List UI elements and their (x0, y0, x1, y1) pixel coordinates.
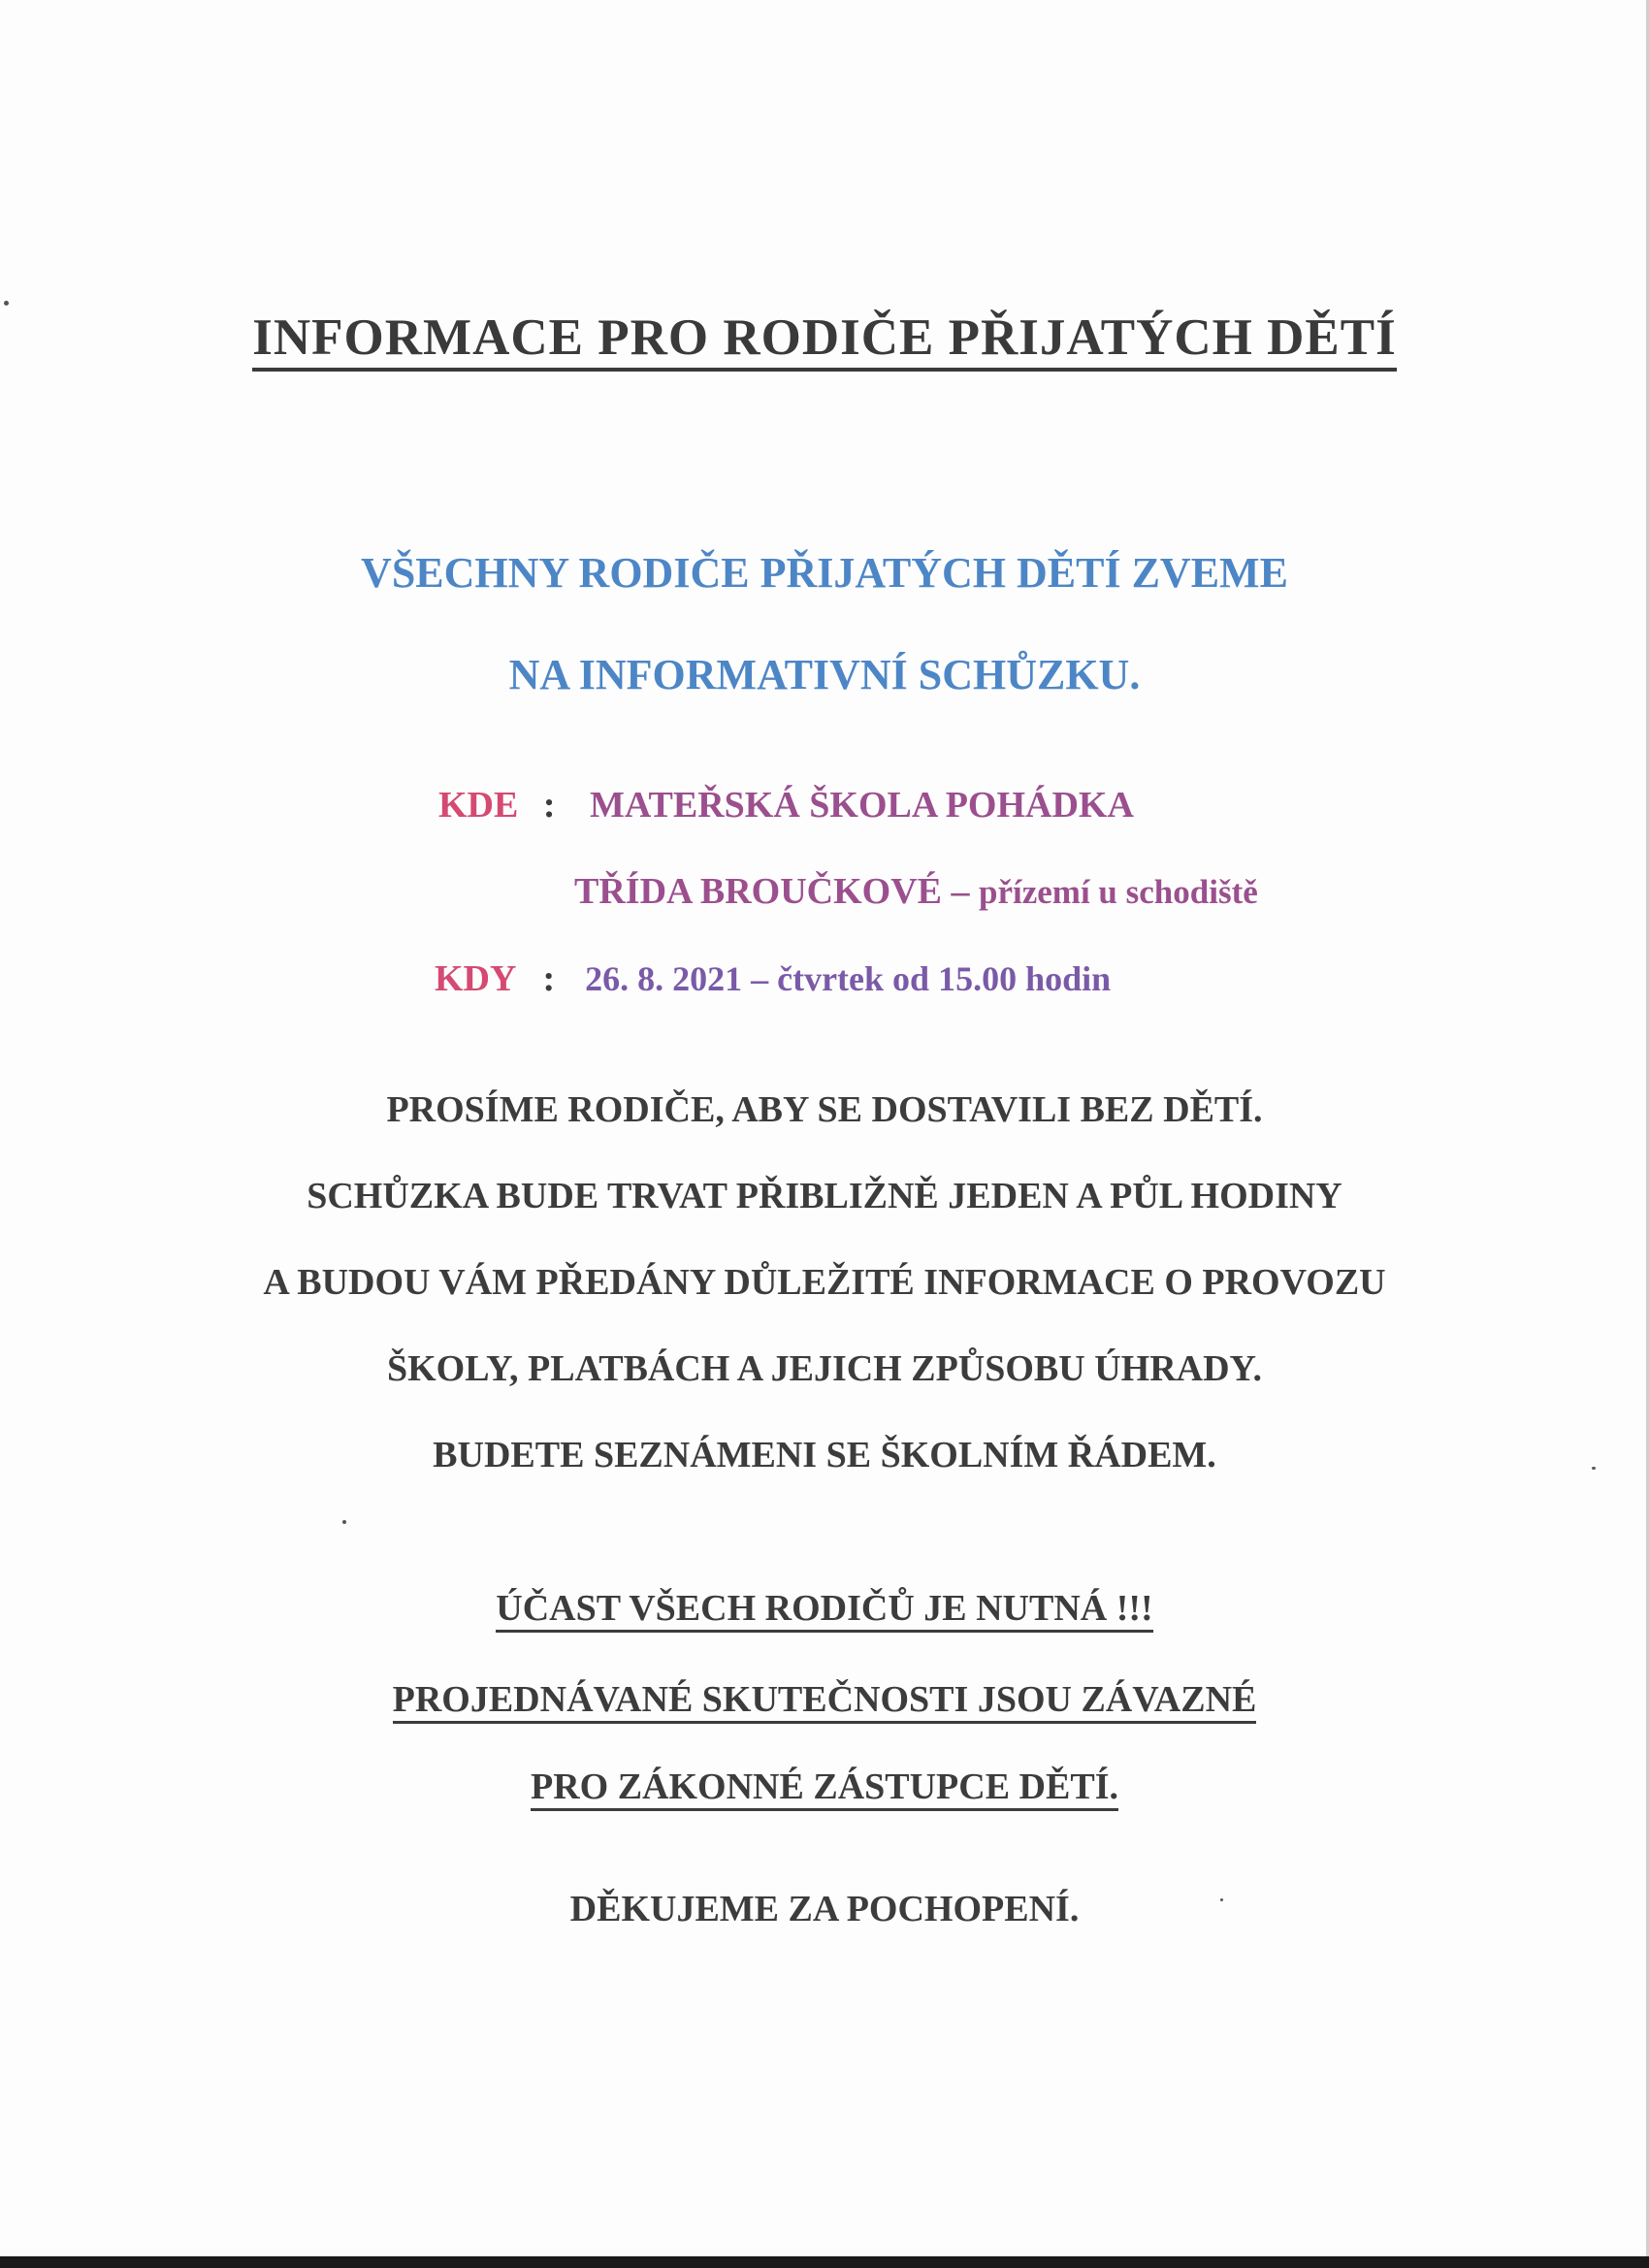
where-dash: – (942, 871, 979, 912)
scan-speck (342, 1520, 346, 1524)
scan-speck (4, 301, 9, 306)
notice-line-1: ÚČAST VŠECH RODIČŮ JE NUTNÁ !!! (0, 1587, 1649, 1630)
invite-line-1: VŠECHNY RODIČE PŘIJATÝCH DĚTÍ ZVEME (361, 549, 1288, 597)
when-value: 26. 8. 2021 – čtvrtek od 15.00 hodin (585, 959, 1112, 998)
where-value-class: TŘÍDA BROUČKOVÉ (574, 871, 942, 912)
where-separator: : (542, 785, 556, 826)
body-line-3: A BUDOU VÁM PŘEDÁNY DŮLEŽITÉ INFORMACE O PROVOZU (263, 1262, 1386, 1303)
notice-line-3: PRO ZÁKONNÉ ZÁSTUPCE DĚTÍ. (0, 1766, 1649, 1808)
where-class-row (574, 870, 1258, 913)
body-line-2: SCHŮZKA BUDE TRVAT PŘIBLIŽNĚ JEDEN A PŮL HODINY (307, 1176, 1342, 1216)
closing-line: DĚKUJEME ZA POCHOPENÍ. (569, 1889, 1080, 1929)
body-line-5: BUDETE SEZNÁMENI SE ŠKOLNÍM ŘÁDEM. (433, 1435, 1216, 1475)
when-label: KDY (435, 958, 517, 999)
notice-line-2: PROJEDNÁVANÉ SKUTEČNOSTI JSOU ZÁVAZNÉ (0, 1678, 1649, 1721)
where-value-note: přízemí u schodiště (979, 873, 1258, 911)
scan-edge (0, 2256, 1649, 2268)
body-line-4: ŠKOLY, PLATBÁCH A JEJICH ZPŮSOBU ÚHRADY. (386, 1348, 1263, 1389)
body-line-1: PROSÍME RODIČE, ABY SE DOSTAVILI BEZ DĚTÍ. (386, 1089, 1263, 1130)
when-row (435, 957, 1111, 1000)
scan-speck (1592, 1467, 1596, 1470)
where-label: KDE (438, 785, 519, 826)
scan-speck (1220, 1898, 1223, 1901)
where-value-school: MATEŘSKÁ ŠKOLA POHÁDKA (590, 785, 1134, 826)
page-title: INFORMACE PRO RODIČE PŘIJATÝCH DĚTÍ (0, 308, 1649, 367)
invite-line-2: NA INFORMATIVNÍ SCHŮZKU. (508, 651, 1141, 698)
where-row (438, 784, 1134, 826)
when-separator: : (542, 958, 556, 999)
